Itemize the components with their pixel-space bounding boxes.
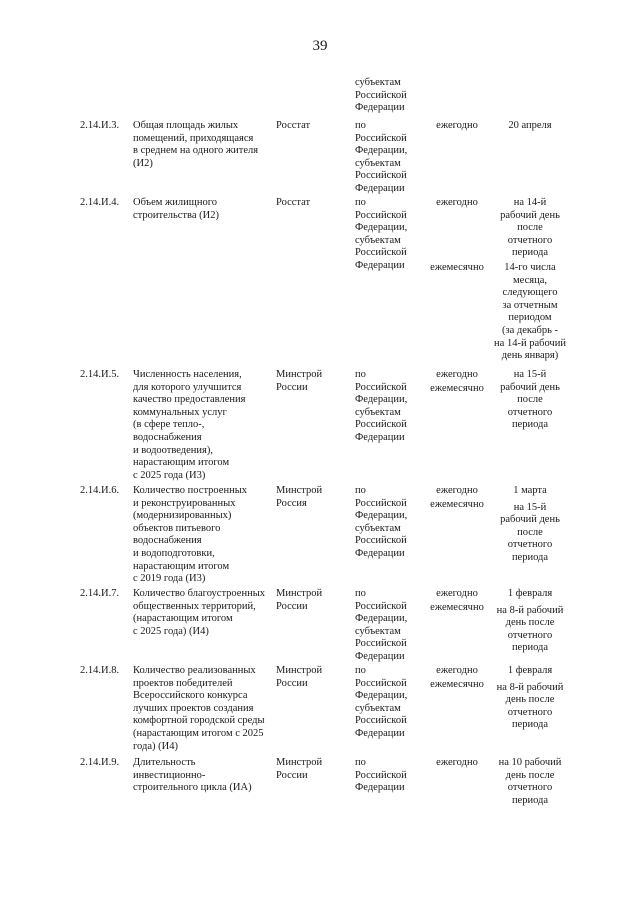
deadline-cell: [490, 120, 570, 133]
indicator-name-line: Количество построенных: [133, 485, 248, 496]
level-line: субъектам: [355, 234, 401, 246]
territorial-level-cell: [355, 120, 425, 196]
deadline-cell: [490, 757, 570, 807]
level-line: субъектам: [355, 702, 401, 714]
level-line: Российской: [355, 209, 407, 221]
indicator-number: 2.14.И.8.: [80, 665, 120, 676]
indicator-name-line: для которого улучшится: [133, 381, 242, 393]
level-line: Федерации: [355, 102, 405, 114]
level-line: Федерации: [355, 782, 405, 794]
indicator-name-line: коммунальных услуг: [133, 406, 227, 418]
indicator-name-line: лучших проектов создания: [133, 702, 254, 714]
continuation-level-cell: [355, 77, 425, 115]
deadline-cell: [490, 369, 570, 432]
frequency-value: ежегодно: [436, 197, 478, 208]
indicator-name-line: нарастающим итогом: [133, 457, 230, 469]
frequency-value: ежегодно: [436, 665, 478, 676]
level-line: Российской: [355, 132, 407, 144]
deadline-line: периода: [511, 247, 549, 259]
deadline-line: на 14-й рабочий: [494, 337, 566, 349]
frequency-value: ежегодно: [436, 757, 478, 768]
level-line: Федерации,: [355, 690, 408, 702]
deadline-line: день после: [505, 769, 555, 781]
indicator-name-line: и водоотведения),: [133, 444, 213, 456]
level-line: Российской: [355, 715, 407, 727]
deadline-line: 1 февраля: [507, 665, 553, 676]
deadline-cell: [490, 197, 570, 363]
data-source-line: Минстрой: [276, 369, 323, 380]
indicator-name-line: года) (И4): [133, 740, 178, 752]
indicator-name-line: Всероссийского конкурса: [133, 690, 248, 702]
deadline-line: 20 апреля: [508, 120, 552, 131]
data-source-cell: [276, 197, 352, 210]
data-source-line: Минстрой: [276, 665, 323, 676]
indicator-name-cell: [133, 120, 273, 170]
indicator-name-line: Количество реализованных: [133, 665, 256, 676]
data-source-cell: [276, 588, 352, 613]
level-line: Федерации,: [355, 222, 408, 234]
deadline-line: рабочий день: [500, 514, 560, 526]
deadline-block: [490, 369, 570, 432]
level-line: Федерации: [355, 727, 405, 739]
indicator-name-cell: [133, 369, 273, 482]
frequency-value: ежемесячно: [430, 262, 484, 273]
deadline-line: (за декабрь -: [501, 324, 559, 336]
deadline-line: рабочий день: [500, 381, 560, 393]
data-source-cell: [276, 757, 352, 782]
deadline-line: отчетного: [507, 782, 553, 794]
level-line: Российской: [355, 535, 407, 547]
indicator-name-cell: [133, 485, 273, 586]
data-source-cell: [276, 120, 352, 133]
deadline-line: на 15-й: [513, 501, 547, 513]
deadline-line: на 10 рабочий: [498, 757, 562, 768]
deadline-line: месяца,: [513, 274, 547, 286]
deadline-line: после: [517, 394, 543, 406]
deadline-block: [490, 502, 570, 565]
indicator-name-line: (нарастающим итогом: [133, 613, 233, 625]
deadline-line: отчетного: [507, 234, 553, 246]
indicator-number: 2.14.И.3.: [80, 120, 120, 131]
deadline-line: 1 февраля: [507, 588, 553, 599]
deadline-line: отчетного: [507, 629, 553, 641]
indicator-name-line: с 2025 года (И3): [133, 469, 206, 481]
territorial-level-cell: [355, 588, 425, 664]
deadline-cell: [490, 485, 570, 565]
deadline-block: [490, 120, 570, 133]
level-line: по: [355, 588, 366, 599]
deadline-line: за отчетным: [502, 299, 558, 311]
level-line: Федерации,: [355, 613, 408, 625]
deadline-line: на 8-й рабочий: [496, 604, 564, 616]
deadline-block: [490, 485, 570, 498]
frequency-value: ежегодно: [436, 369, 478, 380]
page-number: 39: [312, 38, 328, 54]
data-source-line: Минстрой: [276, 588, 323, 599]
indicator-name-line: (И2): [133, 157, 153, 169]
indicator-name-line: и реконструированных: [133, 497, 236, 509]
indicator-name-line: водоснабжения: [133, 431, 202, 443]
indicator-name-line: Объем жилищного: [133, 197, 218, 208]
data-source-line: Минстрой: [276, 757, 323, 768]
data-source-line: Росстат: [276, 197, 311, 208]
level-line: Российской: [355, 89, 407, 101]
level-line: Федерации,: [355, 145, 408, 157]
level-line: по: [355, 757, 366, 768]
level-line: Российской: [355, 677, 407, 689]
deadline-line: периода: [511, 719, 549, 731]
data-source-line: России: [276, 769, 308, 781]
indicator-name-line: строительства (И2): [133, 209, 219, 221]
level-line: Федерации: [355, 547, 405, 559]
deadline-line: день после: [505, 694, 555, 706]
deadline-line: на 8-й рабочий: [496, 681, 564, 693]
deadline-line: периода: [511, 794, 549, 806]
frequency-value: ежегодно: [436, 588, 478, 599]
indicator-name-cell: [133, 588, 273, 638]
data-source-line: Минстрой: [276, 485, 323, 496]
deadline-block: [490, 665, 570, 678]
deadline-line: отчетного: [507, 406, 553, 418]
indicator-name-line: инвестиционно-: [133, 769, 206, 781]
frequency-value: ежемесячно: [430, 499, 484, 510]
frequency-value: ежемесячно: [430, 679, 484, 690]
level-line: Российской: [355, 381, 407, 393]
data-source-cell: [276, 369, 352, 394]
indicator-name-line: с 2025 года) (И4): [133, 625, 209, 637]
level-line: Федерации: [355, 650, 405, 662]
indicator-name-line: (в сфере тепло-,: [133, 419, 205, 431]
data-source-cell: [276, 485, 352, 510]
indicator-name-line: Общая площадь жилых: [133, 120, 239, 131]
level-line: субъектам: [355, 406, 401, 418]
deadline-cell: [490, 588, 570, 655]
level-line: Российской: [355, 247, 407, 259]
level-line: Федерации,: [355, 510, 408, 522]
deadline-line: периода: [511, 419, 549, 431]
level-line: Федерации: [355, 182, 405, 194]
deadline-line: 1 марта: [513, 485, 547, 496]
indicator-name-line: нарастающим итогом: [133, 560, 230, 572]
deadline-line: следующего: [502, 287, 558, 299]
level-line: субъектам: [355, 77, 401, 88]
deadline-line: после: [517, 526, 543, 538]
level-line: Российской: [355, 497, 407, 509]
indicator-number: 2.14.И.7.: [80, 588, 120, 599]
level-line: субъектам: [355, 522, 401, 534]
indicator-number: 2.14.И.9.: [80, 757, 120, 768]
indicator-name-line: общественных территорий,: [133, 600, 256, 612]
level-line: Российской: [355, 419, 407, 431]
deadline-line: периода: [511, 642, 549, 654]
deadline-block: [490, 588, 570, 601]
indicator-name-line: Длительность: [133, 757, 196, 768]
deadline-cell: [490, 665, 570, 732]
indicator-name-cell: [133, 665, 273, 753]
level-line: Федерации: [355, 259, 405, 271]
deadline-line: после: [517, 222, 543, 234]
level-line: Федерации: [355, 431, 405, 443]
deadline-line: день после: [505, 617, 555, 629]
deadline-block: [490, 682, 570, 732]
data-source-cell: [276, 665, 352, 690]
frequency-value: ежемесячно: [430, 602, 484, 613]
deadline-line: на 15-й: [513, 369, 547, 380]
level-line: по: [355, 665, 366, 676]
indicator-name-line: (модернизированных): [133, 510, 232, 522]
indicator-number: 2.14.И.6.: [80, 485, 120, 496]
level-line: по: [355, 197, 366, 208]
indicator-name-cell: [133, 197, 273, 222]
indicator-name-line: и водоподготовки,: [133, 547, 215, 559]
data-source-line: Россия: [276, 497, 307, 509]
indicator-name-line: в среднем на одного жителя: [133, 145, 259, 157]
level-line: Российской: [355, 170, 407, 182]
territorial-level-cell: [355, 757, 425, 795]
frequency-value: ежемесячно: [430, 383, 484, 394]
data-source-line: России: [276, 381, 308, 393]
frequency-value: ежегодно: [436, 485, 478, 496]
deadline-line: рабочий день: [500, 209, 560, 221]
indicator-name-line: проектов победителей: [133, 677, 233, 689]
level-line: Российской: [355, 600, 407, 612]
indicator-name-line: комфортной городской среды: [133, 715, 265, 727]
level-line: по: [355, 369, 366, 380]
level-line: субъектам: [355, 625, 401, 637]
indicator-name-cell: [133, 757, 273, 795]
indicator-name-line: качество предоставления: [133, 394, 246, 406]
indicator-name-line: помещений, приходящаяся: [133, 132, 254, 144]
indicator-number: 2.14.И.4.: [80, 197, 120, 208]
territorial-level-cell: [355, 665, 425, 741]
indicator-name-line: Численность населения,: [133, 369, 242, 380]
indicator-name-line: Количество благоустроенных: [133, 588, 265, 599]
indicator-name-line: объектов питьевого: [133, 522, 221, 534]
indicator-name-line: (нарастающим итогом с 2025: [133, 727, 264, 739]
territorial-level-cell: [355, 485, 425, 561]
deadline-block: [490, 197, 570, 260]
deadline-line: периодом: [508, 312, 552, 324]
deadline-block: [490, 605, 570, 655]
data-source-line: Росстат: [276, 120, 311, 131]
indicator-name-line: водоснабжения: [133, 535, 202, 547]
indicator-name-line: строительного цикла (ИА): [133, 782, 252, 794]
territorial-level-cell: [355, 369, 425, 445]
level-line: по: [355, 485, 366, 496]
indicator-number: 2.14.И.5.: [80, 369, 120, 380]
level-line: Российской: [355, 638, 407, 650]
deadline-line: периода: [511, 551, 549, 563]
level-line: Российской: [355, 769, 407, 781]
deadline-block: [490, 757, 570, 807]
level-line: субъектам: [355, 157, 401, 169]
deadline-line: 14-го числа: [504, 261, 556, 273]
indicator-name-line: с 2019 года (И3): [133, 573, 206, 585]
frequency-value: ежегодно: [436, 120, 478, 131]
deadline-line: на 14-й: [513, 197, 547, 208]
data-source-line: России: [276, 600, 308, 612]
data-source-line: России: [276, 677, 308, 689]
deadline-line: отчетного: [507, 706, 553, 718]
territorial-level-cell: [355, 197, 425, 273]
deadline-line: день января): [501, 350, 559, 362]
deadline-line: отчетного: [507, 539, 553, 551]
deadline-block: [490, 262, 570, 363]
level-line: по: [355, 120, 366, 131]
level-line: Федерации,: [355, 394, 408, 406]
